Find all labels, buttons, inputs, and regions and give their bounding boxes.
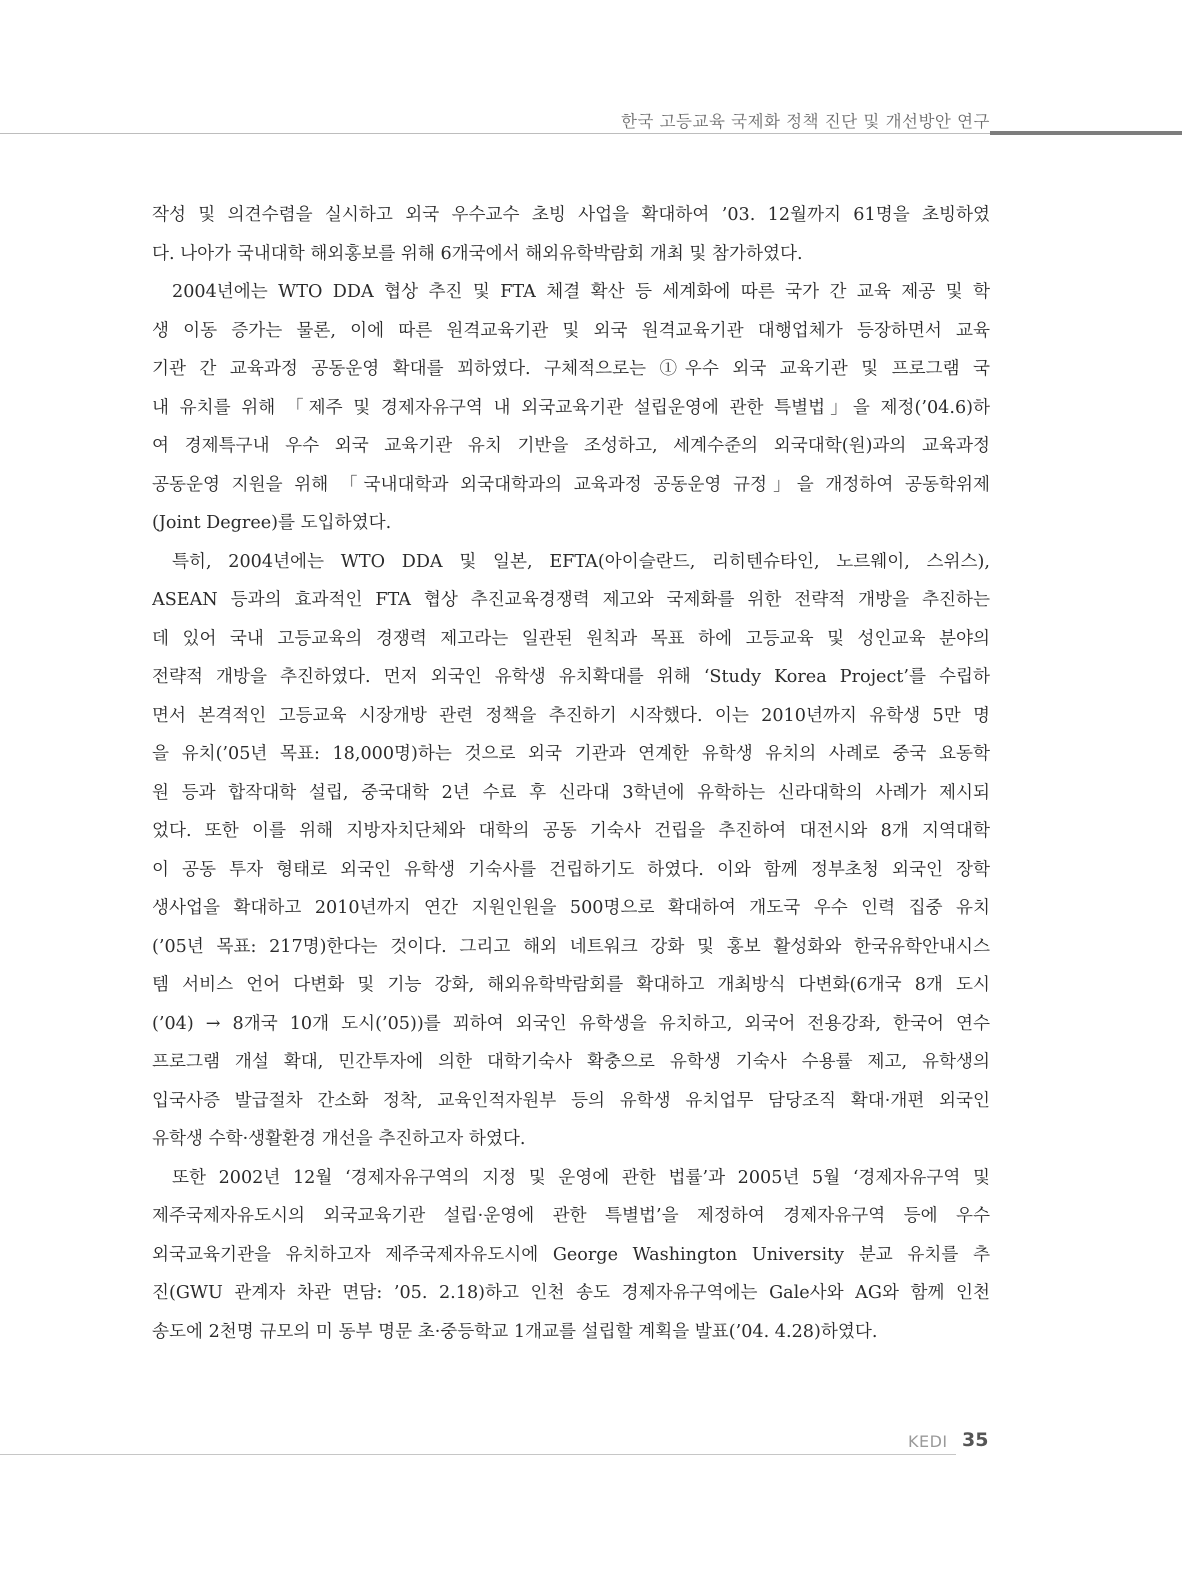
- text-line: 템 서비스 언어 다변화 및 기능 강화, 해외유학박람회를 확대하고 개최방식 다변화(6개국 8개 도시: [152, 975, 990, 995]
- text-line: 원 등과 합작대학 설립, 중국대학 2년 수료 후 신라대 3학년에 유학하는 신라대학의 사례가 제시되: [152, 782, 990, 803]
- text-line: (’04) → 8개국 10개 도시(’05))를 꾀하여 외국인 유학생을 유치하고, 외국어 전용강좌, 한국어 연수: [152, 1013, 990, 1034]
- text-line: ASEAN 등과의 효과적인 FTA 협상 추진교육경쟁력 제고와 국제화를 위한 전략적 개방을 추진하는: [152, 590, 990, 610]
- text-line: 생 이동 증가는 물론, 이에 따른 원격교육기관 및 외국 원격교육기관 대행업체가 등장하면서 교육: [152, 320, 990, 341]
- text-line: 이 공동 투자 형태로 외국인 유학생 기숙사를 건립하기도 하였다. 이와 함께 정부초청 외국인 장학: [152, 859, 990, 880]
- body-text: [152, 196, 990, 1351]
- text-line: 데 있어 국내 고등교육의 경쟁력 제고라는 일관된 원칙과 목표 하에 고등교육 및 성인교육 분야의: [152, 628, 990, 649]
- text-line: 기관 간 교육과정 공동운영 확대를 꾀하였다. 구체적으로는 ①우수 외국 교육기관 및 프로그램 국: [152, 359, 990, 379]
- text-line: 진(GWU 관계자 차관 면담: ’05. 2.18)하고 인천 송도 경제자유구역에는 Gale사와 AG와 함께 인천: [152, 1283, 990, 1303]
- text-line: 여 경제특구내 우수 외국 교육기관 유치 기반을 조성하고, 세계수준의 외국대학(원)과의 교육과정: [152, 436, 990, 456]
- text-line: 또한 2002년 12월 ‘경제자유구역의 지정 및 운영에 관한 법률’과 2005년 5월 ‘경제자유구역 및: [172, 1167, 990, 1188]
- text-line: 면서 본격적인 고등교육 시장개방 관련 정책을 추진하기 시작했다. 이는 2010년까지 유학생 5만 명: [152, 705, 990, 726]
- text-line: 공동운영 지원을 위해 「국내대학과 외국대학과의 교육과정 공동운영 규정」을 개정하여 공동학위제: [152, 474, 990, 495]
- text-line: 을 유치(’05년 목표: 18,000명)하는 것으로 외국 기관과 연계한 유학생 유치의 사례로 중국 요동학: [152, 744, 990, 764]
- text-line: 생사업을 확대하고 2010년까지 연간 지원인원을 500명으로 확대하여 개도국 우수 인력 집중 유치: [152, 898, 990, 918]
- text-line: 내 유치를 위해 「제주 및 경제자유구역 내 외국교육기관 설립운영에 관한 특별법」을 제정(’04.6)하: [152, 397, 990, 418]
- publisher-label: KEDI: [908, 1432, 948, 1451]
- page-number: 35: [962, 1429, 989, 1451]
- text-line: 외국교육기관을 유치하고자 제주국제자유도시에 George Washington University 분교 유치를 추: [152, 1244, 990, 1265]
- text-line: 프로그램 개설 확대, 민간투자에 의한 대학기숙사 확충으로 유학생 기숙사 수용률 제고, 유학생의: [152, 1052, 990, 1072]
- text-line: 작성 및 의견수렴을 실시하고 외국 우수교수 초빙 사업을 확대하여 ’03. 12월까지 61명을 초빙하였: [152, 205, 990, 225]
- text-line: (Joint Degree)를 도입하였다.: [152, 513, 392, 533]
- text-line: 제주국제자유도시의 외국교육기관 설립·운영에 관한 특별법’을 제정하여 경제자유구역 등에 우수: [152, 1206, 990, 1226]
- text-line: 송도에 2천명 규모의 미 동부 명문 초·중등학교 1개교를 설립할 계획을 발표(’04. 4.28)하였다.: [152, 1321, 878, 1342]
- header-rule-accent: [990, 131, 1182, 135]
- text-line: 전략적 개방을 추진하였다. 먼저 외국인 유학생 유치확대를 위해 ‘Study Korea Project’를 수립하: [152, 667, 990, 687]
- text-line: 유학생 수학·생활환경 개선을 추진하고자 하였다.: [152, 1129, 526, 1149]
- text-line: 다. 나아가 국내대학 해외홍보를 위해 6개국에서 해외유학박람회 개최 및 참가하였다.: [152, 243, 803, 264]
- header-rule: [0, 133, 990, 134]
- text-line: 었다. 또한 이를 위해 지방자치단체와 대학의 공동 기숙사 건립을 추진하여 대전시와 8개 지역대학: [152, 821, 990, 841]
- footer-rule: [0, 1454, 956, 1455]
- text-line: (’05년 목표: 217명)한다는 것이다. 그리고 해외 네트워크 강화 및 홍보 활성화와 한국유학안내시스: [152, 936, 990, 957]
- text-line: 특히, 2004년에는 WTO DDA 및 일본, EFTA(아이슬란드, 리히텐슈타인, 노르웨이, 스위스),: [172, 551, 990, 572]
- text-line: 입국사증 발급절차 간소화 정착, 교육인적자원부 등의 유학생 유치업무 담당조직 확대·개편 외국인: [152, 1090, 990, 1111]
- page-footer: [0, 1420, 1182, 1480]
- running-header: 한국 고등교육 국제화 정책 진단 및 개선방안 연구: [621, 112, 990, 131]
- text-line: 2004년에는 WTO DDA 협상 추진 및 FTA 체결 확산 등 세계화에 따른 국가 간 교육 제공 및 학: [172, 282, 990, 302]
